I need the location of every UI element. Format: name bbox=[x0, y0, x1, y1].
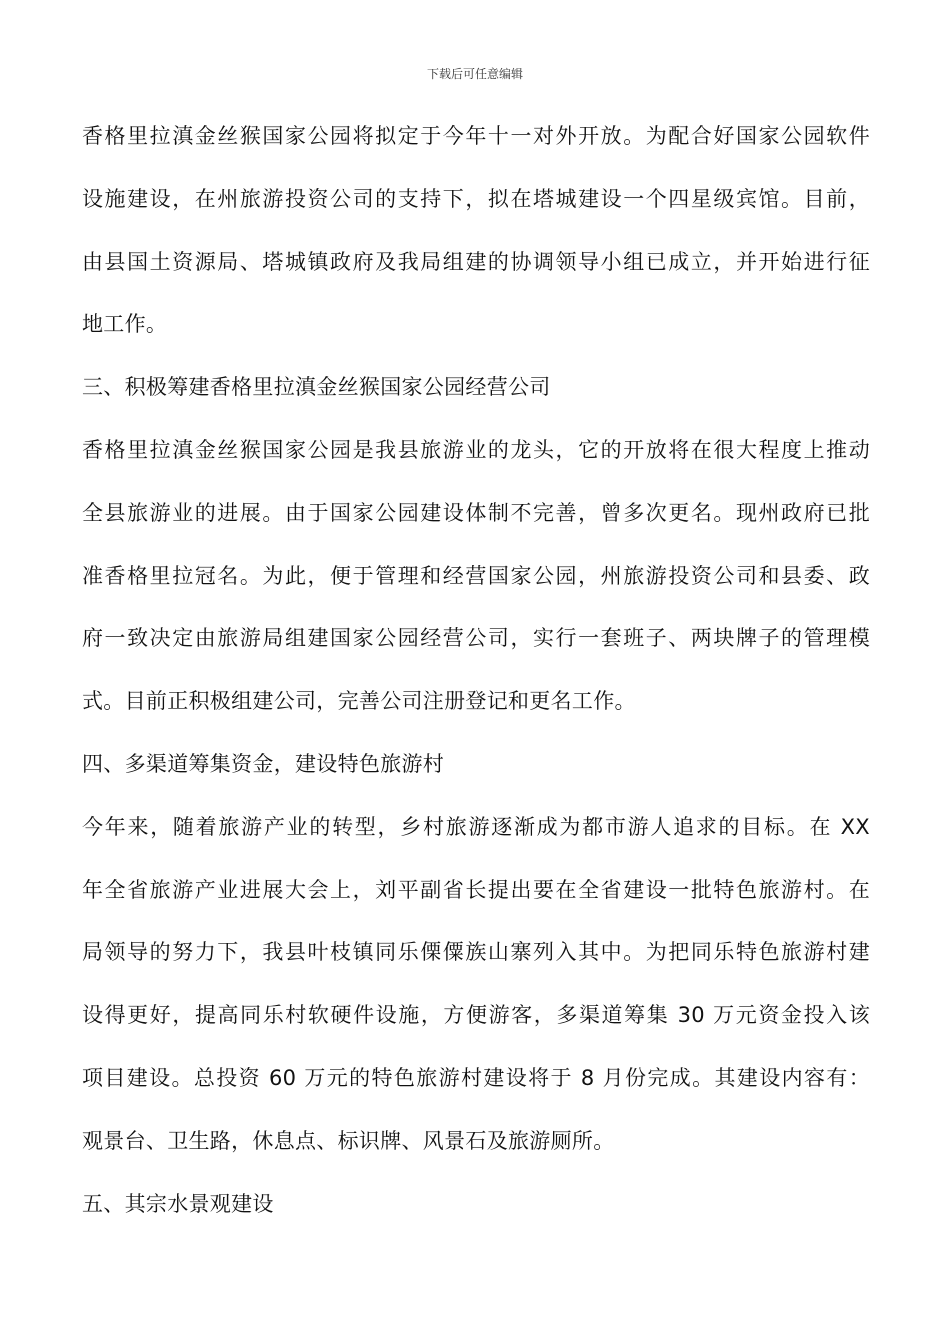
page-header: 下载后可任意编辑 bbox=[426, 67, 523, 81]
section-heading: 三、积极筹建香格里拉滇金丝猴国家公园经营公司 bbox=[82, 375, 551, 400]
paragraph-line: 香格里拉滇金丝猴国家公园将拟定于今年十一对外开放。为配合好国家公园软件 bbox=[82, 124, 870, 148]
paragraph-line: 府一致决定由旅游局组建国家公园经营公司，实行一套班子、两块牌子的管理模 bbox=[82, 626, 870, 651]
paragraph-line: 今年来，随着旅游产业的转型，乡村旅游逐渐成为都市游人追求的目标。在 XX bbox=[82, 814, 870, 839]
section-heading: 五、其宗水景观建设 bbox=[82, 1191, 274, 1216]
paragraph-line: 设施建设，在州旅游投资公司的支持下，拟在塔城建设一个四星级宾馆。目前， bbox=[82, 186, 870, 211]
paragraph-line: 观景台、卫生路，休息点、标识牌、风景石及旅游厕所。 bbox=[82, 1128, 615, 1153]
paragraph-line: 项目建设。总投资 60 万元的特色旅游村建设将于 8 月份完成。其建设内容有： bbox=[82, 1065, 870, 1090]
paragraph-line: 局领导的努力下，我县叶枝镇同乐傈僳族山寨列入其中。为把同乐特色旅游村建 bbox=[82, 940, 870, 965]
section-heading: 四、多渠道筹集资金，建设特色旅游村 bbox=[82, 751, 445, 776]
paragraph-line: 准香格里拉冠名。为此，便于管理和经营国家公园，州旅游投资公司和县委、政 bbox=[82, 563, 870, 588]
paragraph-line: 由县国土资源局、塔城镇政府及我局组建的协调领导小组已成立，并开始进行征 bbox=[82, 249, 870, 274]
paragraph-line: 年全省旅游产业进展大会上，刘平副省长提出要在全省建设一批特色旅游村。在 bbox=[82, 877, 870, 902]
document-body bbox=[82, 110, 870, 1240]
paragraph-line: 设得更好，提高同乐村软硬件设施，方便游客，多渠道筹集 30 万元资金投入该 bbox=[82, 1003, 870, 1028]
paragraph-line: 式。目前正积极组建公司，完善公司注册登记和更名工作。 bbox=[82, 689, 636, 714]
paragraph-line: 地工作。 bbox=[82, 312, 168, 337]
paragraph-line: 全县旅游业的进展。由于国家公园建设体制不完善，曾多次更名。现州政府已批 bbox=[82, 500, 870, 525]
paragraph-line: 香格里拉滇金丝猴国家公园是我县旅游业的龙头，它的开放将在很大程度上推动 bbox=[82, 437, 870, 462]
